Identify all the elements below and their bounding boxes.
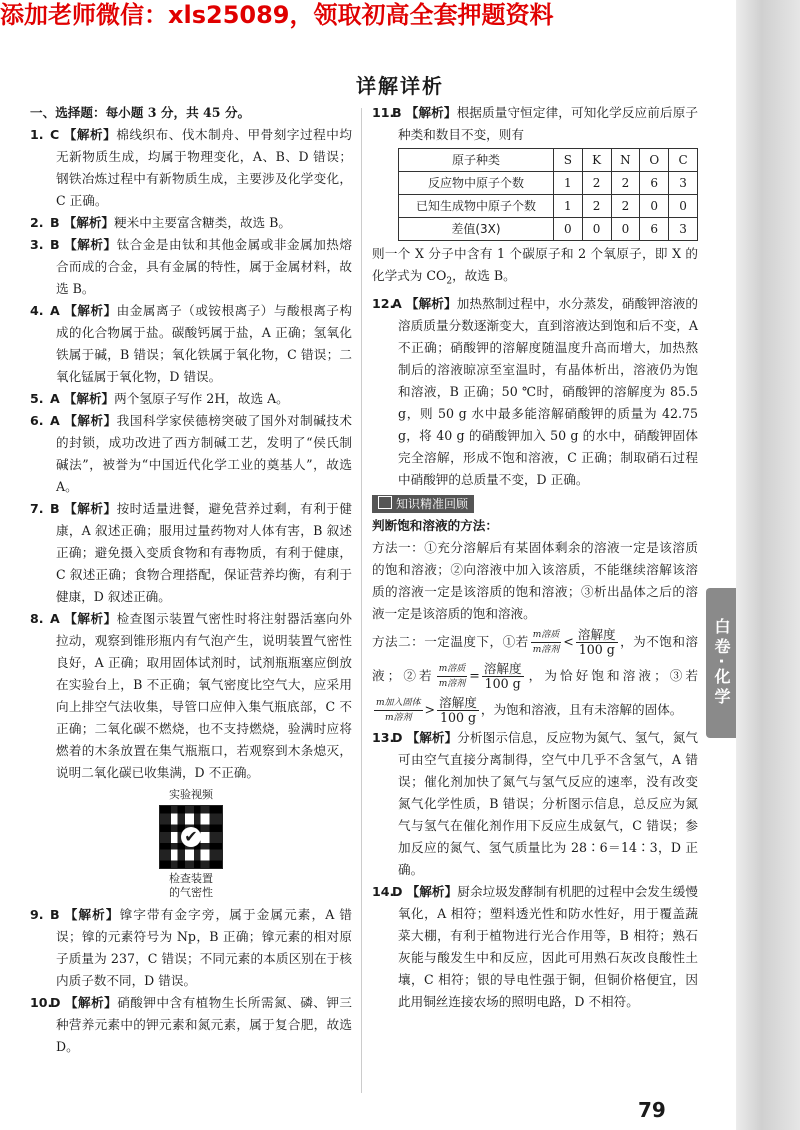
section-heading: 一、选择题：每小题 3 分，共 45 分。 — [30, 105, 251, 120]
table-row — [399, 172, 698, 195]
page-title: 详解详析 — [356, 74, 444, 98]
table-cell: 反应物中原子个数 — [399, 172, 554, 195]
column-divider — [361, 108, 362, 1093]
answer-item-7: 7. B 【解析】按时适量进餐，避免营养过剩，有利于健康，A 叙述正确；服用过量药物对人体有害，B 叙述正确；避免摄入变质食物和有毒物质，有利于健康，C 叙述正确；食物合理搭配，保证营养均衡，有利于健康，D 叙述正确。 — [30, 501, 353, 604]
table-cell: 0 — [582, 218, 611, 241]
knowledge-heading: 判断饱和溶液的方法： — [372, 517, 498, 533]
check-icon: ✔ — [181, 827, 201, 847]
answer-item-6: 6. A 【解析】我国科学家侯德榜突破了国外对制碱技术的封锁，成功改进了西方制碱工艺，发明了“侯氏制碱法”，被誉为“中国近代化学工业的奠基人”，故选 A。 — [30, 413, 352, 494]
knowledge-method-2: 方法二：一定温度下，①若 $\frac{\text{m溶质}}{\text{m溶剂}}$ < $\frac{\text{溶解度}}{100 g}$ ，为不饱和溶液；②若 $\frac{\text{m溶质}}{\text{m溶剂}}$ = $\frac{\text{溶解度}}{100 g}$ ，为恰好饱和溶液；③若 $\frac{\text{m加入固体}}{\text{m溶剂}}$ > $\frac{\text{溶解度}}{100 g}$ ，为饱和溶液，且有未溶解的固体。 — [372, 626, 699, 725]
table-cell: 6 — [640, 218, 669, 241]
qr-caption-top: 实验视频 — [169, 788, 213, 801]
fraction: $\frac{\text{m溶质}}{\text{m溶剂}}$ — [532, 629, 560, 655]
table-cell: 3 — [669, 218, 698, 241]
knowledge-review-label: 知识精准回顾 — [372, 495, 474, 513]
atom-count-table — [398, 148, 698, 241]
side-tab: 白卷·化学 — [706, 588, 736, 738]
fraction: $\frac{\text{溶解度}}{100 g}$ — [483, 660, 522, 691]
qr-code-icon[interactable] — [159, 805, 223, 869]
table-cell: 1 — [553, 195, 582, 218]
table-cell: 已知生成物中原子个数 — [399, 195, 554, 218]
table-cell: N — [611, 149, 640, 172]
answer-item-3: 3. B 【解析】钛合金是由钛和其他金属或非金属加热熔合而成的合金，具有金属的特性，属于金属材料，故选 B。 — [30, 237, 353, 296]
answer-item-2: 2. B 【解析】粳米中主要富含糖类，故选 B。 — [30, 215, 291, 230]
qr-caption-bottom-1: 检查装置 — [169, 872, 213, 885]
promo-banner: 添加老师微信：xls25089，领取初高全套押题资料 — [0, 1, 554, 29]
table-cell: 3 — [669, 172, 698, 195]
answer-item-1: 1. C 【解析】棉线织布、伐木制舟、甲骨刻字过程中均无新物质生成，均属于物理变化，A、B、D 错误；钢铁冶炼过程中有新物质生成，主要涉及化学变化，C 正确。 — [30, 127, 353, 208]
table-cell: S — [553, 149, 582, 172]
answer-item-13: 13.D 【解析】分析图示信息，反应物为氮气、氢气，氮气可由空气直接分离制得，空气中几乎不含氢气，A 错误；催化剂加快了氮气与氢气反应的速率，没有改变氮气化学性质，B 错误；分析图示信息，总反应为氮气与氢气在催化剂作用下反应生成氨气，C 错误；参加反应的氮气、氢气质量比为 28∶6＝14∶3，D 正确。 — [372, 729, 699, 877]
answer-item-8: 8. A 【解析】检查图示装置气密性时将注射器活塞向外拉动，观察到锥形瓶内有气泡产生，说明装置气密性良好，A 正确；取用固体试剂时，试剂瓶瓶塞应倒放在实验台上，B 不正确；氧气密度比空气大，应采用向上排空气法收集，导管口应伸入集气瓶底部，C 不正确；二氧化碳不燃烧，也不支持燃烧，验满时应将燃着的木条放置在集气瓶瓶口，若观察到木条熄灭，说明二氧化碳已收集满，D 不正确。 — [30, 611, 352, 780]
qr-code-block[interactable] — [30, 788, 352, 900]
fraction: $\frac{\text{溶解度}}{100 g}$ — [577, 626, 616, 657]
answer-item-10: 10.D 【解析】硝酸钾中含有植物生长所需氮、磷、钾三种营养元素中的钾元素和氮元素，属于复合肥，故选 D。 — [30, 995, 352, 1054]
fraction: $\frac{\text{m溶质}}{\text{m溶剂}}$ — [438, 663, 466, 689]
answer-item-9: 9. B 【解析】镎字带有金字旁，属于金属元素，A 错误；镎的元素符号为 Np，B 正确；镎元素的相对原子质量为 237，C 错误；不同元素的本质区别在于核内质子数不同，D 错误。 — [30, 907, 352, 988]
answer-item-14: 14.D 【解析】厨余垃圾发酵制有机肥的过程中会发生缓慢氧化，A 相符；塑料透光性和防水性好，用于覆盖蔬菜大棚，有利于植物进行光合作用等，B 相符；熟石灰能与酸发生中和反应，因此可用熟石灰改良酸性土壤，C 相符；银的导电性强于铜，但铜价格便宜，因此用铜丝连接农场的照明电路，D 不相符。 — [372, 883, 699, 1009]
table-header-row — [399, 149, 698, 172]
table-row — [399, 195, 698, 218]
table-cell: 0 — [640, 195, 669, 218]
answer-item-5: 5. A 【解析】两个氢原子写作 2H，故选 A。 — [30, 391, 289, 406]
answer-item-11-conclusion: 则一个 X 分子中含有 1 个碳原子和 2 个氧原子，即 X 的化学式为 $CO_2$，故选 B。 — [372, 246, 698, 287]
answer-item-4: 4. A 【解析】由金属离子（或铵根离子）与酸根离子构成的化合物属于盐。碳酸钙属于盐，A 正确；氢氧化铁属于碱，B 错误；氧化铁属于氧化物，C 错误；二氧化锰属于氧化物，D 错误。 — [30, 303, 352, 384]
right-column — [372, 102, 698, 1013]
page-edge — [736, 0, 800, 1130]
page-number: 79 — [638, 1098, 666, 1122]
table-cell: 2 — [611, 195, 640, 218]
table-cell: 0 — [553, 218, 582, 241]
answer-item-12: 12.A 【解析】加热熬制过程中，水分蒸发，硝酸钾溶液的溶质质量分数逐渐变大，直到溶液达到饱和后不变，A 不正确；硝酸钾的溶解度随温度升高而增大，加热熬制后的溶液晾凉至室温时，有晶体析出，溶液仍为饱和溶液，B 正确；50 ℃时，硝酸钾的溶解度为 85.5 g，则 50 g 水中最多能溶解硝酸钾的质量为 42.75 g，将 40 g 的硝酸钾加入 50 g 的水中，硝酸钾固体完全溶解，形成不饱和溶液，C 正确；制取硝石过程中硝酸钾的总质量不变，D 正确。 — [372, 295, 699, 487]
knowledge-method-1: 方法一：①充分溶解后有某固体剩余的溶液一定是该溶质的饱和溶液；②向溶液中加入该溶质，不能继续溶解该溶质的溶液一定是该溶质的饱和溶液；③析出晶体之后的溶液一定是该溶质的饱和溶液。 — [372, 539, 698, 621]
fraction: $\frac{\text{m加入固体}}{\text{m溶剂}}$ — [376, 697, 421, 723]
table-cell: 0 — [669, 195, 698, 218]
qr-caption-bottom-2: 的气密性 — [169, 886, 213, 899]
table-cell: 原子种类 — [399, 149, 554, 172]
table-cell: O — [640, 149, 669, 172]
table-cell: 0 — [611, 218, 640, 241]
table-cell: K — [582, 149, 611, 172]
table-cell: 1 — [553, 172, 582, 195]
table-cell: 差值(3X) — [399, 218, 554, 241]
fraction: $\frac{\text{溶解度}}{100 g}$ — [439, 694, 477, 725]
table-cell: 6 — [640, 172, 669, 195]
left-column — [30, 102, 352, 1058]
table-cell: 2 — [582, 195, 611, 218]
table-cell: C — [669, 149, 698, 172]
table-cell: 2 — [582, 172, 611, 195]
answer-item-11: 11.B 【解析】根据质量守恒定律，可知化学反应前后原子种类和数目不变，则有 — [372, 105, 699, 142]
book-icon — [378, 496, 392, 509]
table-cell: 2 — [611, 172, 640, 195]
table-row — [399, 218, 698, 241]
